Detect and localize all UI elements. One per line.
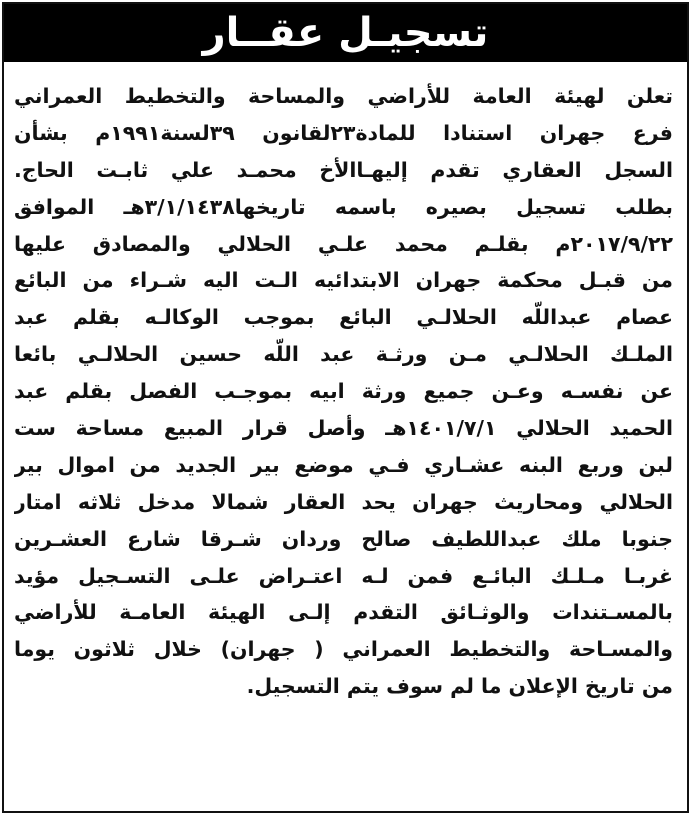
body-line: بالمسـتندات والوثـائق التقدم إلـى الهيئة العامـة للأراضي <box>14 600 673 625</box>
body-line-last: من تاريخ الإعلان ما لم سوف يتم التسجيل. <box>246 674 673 699</box>
body-line: تعلن لهيئة العامة للأراضي والمساحة والتخطيط العمراني <box>14 84 673 108</box>
legal-notice <box>2 2 689 813</box>
body-line: والمسـاحة والتخطيط العمراني ( جهران) خلال ثلاثون يوما <box>14 637 673 662</box>
body-line: غربـا مـلـك البائـع فمن لـه اعتـراض علـى التسـجيل مؤيد <box>14 563 673 588</box>
body-line: فرع جهران استنادا للمادة٢٣لقانون ٣٩لسنة١٩٩١م بشأن <box>14 120 673 145</box>
body-line: من قبـل محكمة جهران الابتدائيه الـت اليه شـراء من البائع <box>14 268 673 293</box>
title-banner <box>4 4 687 62</box>
body-line: بطلب تسجيل بصيره باسمه تاريخها٣/١/١٤٣٨هـ الموافق <box>14 194 673 219</box>
notice-body <box>14 78 673 705</box>
body-line: جنوبا ملك عبداللطيف صالح وردان شـرقا شارع العشـرين <box>14 526 673 551</box>
body-line: عصام عبداللّه الحلالـي البائع بموجب الوكالـه بقلم عبد <box>14 305 673 330</box>
body-line: الحلالي ومحاريث جهران يحد العقار شمالا مدخل ثلاثه امتار <box>14 489 673 514</box>
body-line: عن نفسـه وعـن جميع ورثة ابيه بموجـب الفصل بقلم عبد <box>14 379 673 404</box>
body-line: الحميد الحلالي ١٤٠١/٧/١هـ وأصل قرار المبيع مساحة ست <box>14 416 673 441</box>
notice-title: تسجيـل عقــار <box>202 10 489 56</box>
body-line: ٢٠١٧/٩/٢٢م بقلـم محمد علـي الحلالي والمصادق عليها <box>14 231 673 256</box>
body-line: لبن وربع البنه عشـاري فـي موضع بير الجديد من اموال بير <box>14 452 673 477</box>
body-line: الملـك الحلالـي مـن ورثـة عبد اللّه حسين الحلالـي بائعا <box>14 342 673 367</box>
body-line: السجل العقاري تقدم إليهـاالأخ محمـد علي ثابـت الحاج. <box>14 157 673 182</box>
